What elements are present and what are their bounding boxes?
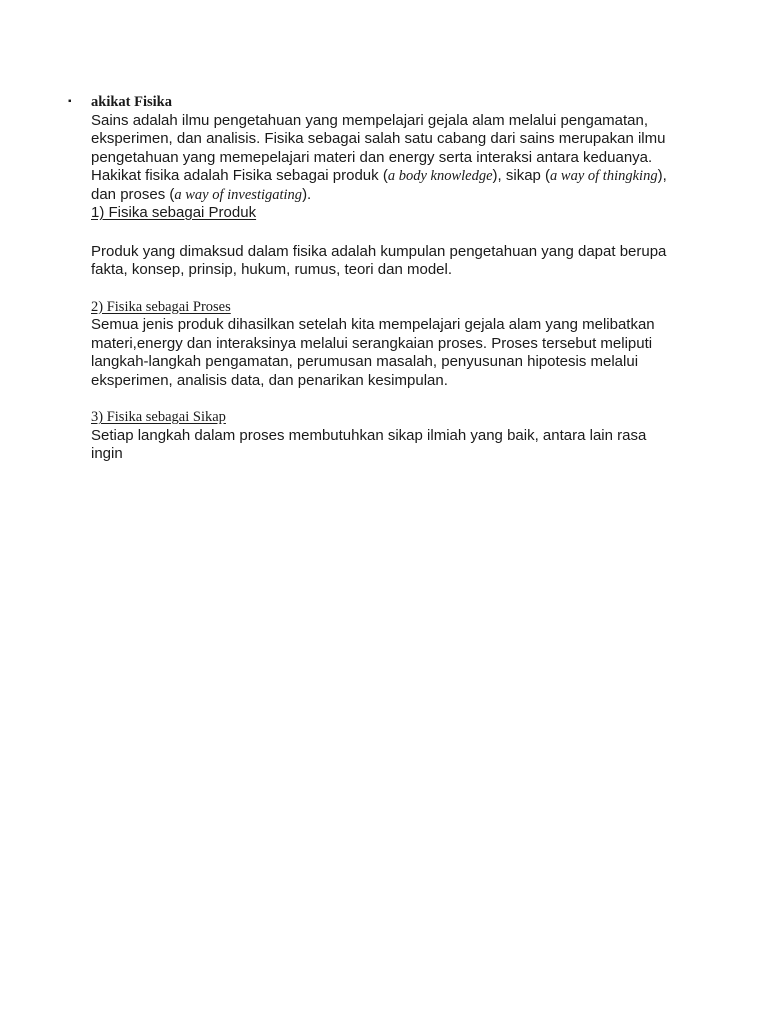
term-body-knowledge: a body knowledge bbox=[387, 168, 493, 184]
intro-line-5 bbox=[91, 186, 731, 205]
section3-line-2: ingin bbox=[91, 445, 123, 462]
section1-block bbox=[91, 204, 731, 223]
intro-line-5-text-a: dan proses ( bbox=[91, 185, 175, 203]
spacer bbox=[91, 390, 731, 408]
intro-line-4-text-a: Hakikat fisika adalah Fisika sebagai produk ( bbox=[91, 167, 388, 184]
spacer bbox=[91, 280, 731, 298]
section2-line-3: langkah-langkah pengamatan, perumusan masalah, penyusunan hipotesis melalui bbox=[91, 353, 639, 370]
intro-paragraph bbox=[91, 112, 731, 205]
intro-line-1: Sains adalah ilmu pengetahuan yang mempelajari gejala alam melalui pengamatan, bbox=[91, 111, 649, 129]
section3-line-1: Setiap langkah dalam proses membutuhkan sikap ilmiah yang baik, antara lain rasa bbox=[91, 426, 647, 444]
intro-line-5-text-c: ). bbox=[302, 185, 312, 203]
intro-line-4-text-e: ), bbox=[657, 167, 667, 184]
document-body bbox=[91, 93, 731, 464]
section1-paragraph bbox=[91, 243, 731, 280]
section1-line-1: Produk yang dimaksud dalam fisika adalah kumpulan pengetahuan yang dapat berupa bbox=[91, 242, 667, 260]
section2-line-1: Semua jenis produk dihasilkan setelah kita mempelajari gejala alam yang melibatkan bbox=[91, 316, 655, 333]
bullet-marker: ▪ bbox=[68, 96, 72, 107]
spacer bbox=[91, 223, 731, 243]
section3-title: 3) Fisika sebagai Sikap bbox=[91, 409, 226, 425]
section1-line-2: fakta, konsep, prinsip, hukum, rumus, teori dan model. bbox=[91, 261, 453, 278]
term-way-of-thinking: a way of thingking bbox=[550, 168, 658, 184]
intro-line-4-text-c: ), sikap ( bbox=[492, 167, 551, 184]
section3-block bbox=[91, 408, 731, 427]
section-heading: akikat Fisika bbox=[91, 94, 172, 110]
intro-line-4 bbox=[91, 167, 731, 186]
section2-paragraph bbox=[91, 316, 731, 390]
section1-title: 1) Fisika sebagai Produk bbox=[91, 204, 257, 221]
term-way-of-investigating: a way of investigating bbox=[174, 186, 303, 203]
section2-line-2: materi,energy dan interaksinya melalui serangkaian proses. Proses tersebut meliputi bbox=[91, 334, 653, 352]
intro-line-3: pengetahuan yang memepelajari materi dan energy serta interaksi antara keduanya. bbox=[91, 148, 653, 166]
intro-line-2: eksperimen, dan analisis. Fisika sebagai salah satu cabang dari sains merupakan ilmu bbox=[91, 130, 666, 147]
section3-paragraph bbox=[91, 427, 731, 464]
section2-title: 2) Fisika sebagai Proses bbox=[91, 298, 231, 315]
section2-block bbox=[91, 298, 731, 317]
section2-line-4: eksperimen, analisis data, dan penarikan kesimpulan. bbox=[91, 371, 448, 389]
